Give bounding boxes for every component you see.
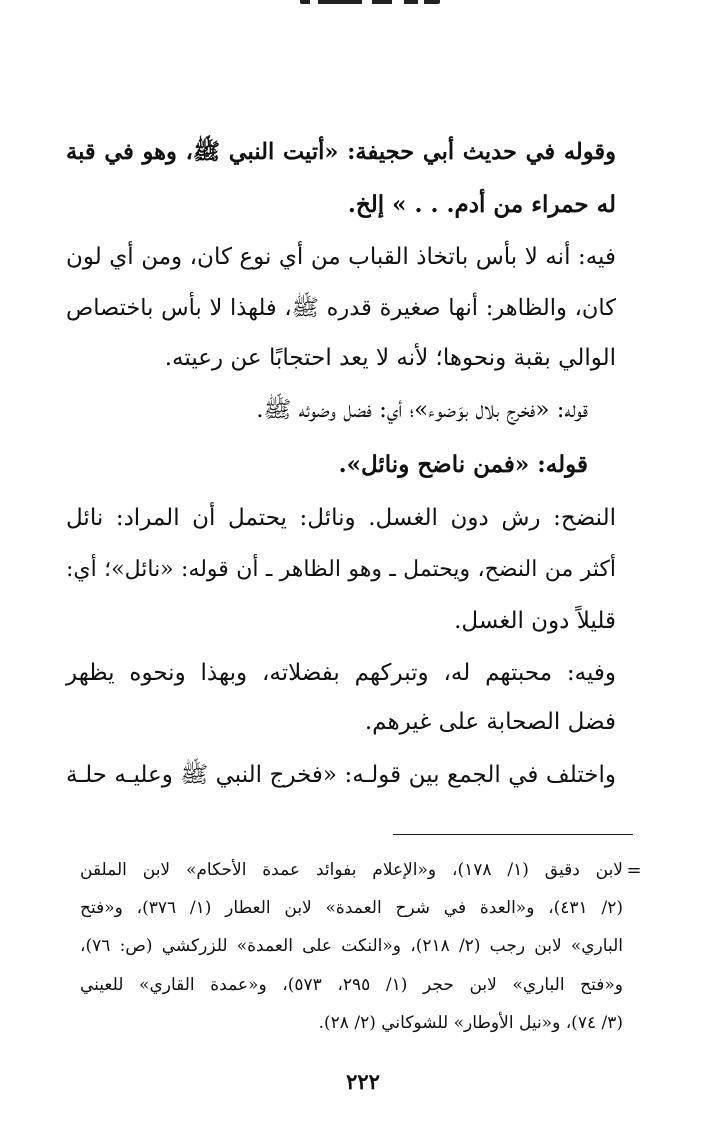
text-line-6: قوله: «فخرج بلال بوَضوء»؛ أي: فضل وضوئه ﷺ. xyxy=(256,397,588,423)
text-line-7: قوله: «فمن ناضح ونائل». xyxy=(338,451,588,478)
text-line-9: أكثر من النضح، ويحتمل ـ وهو الظاهر ـ أن قوله: «نائل»؛ أي: xyxy=(66,557,616,582)
text-line-2: له حمراء من أدم. . . » إلخ. xyxy=(347,191,616,218)
text-line-5: الوالي بقبة ونحوها؛ لأنه لا يعد احتجابًا عن رعيته. xyxy=(164,345,616,371)
footnote-line-2: (٢/ ٤٣١)، و«العدة في شرح العمدة» لابن العطار (١/ ٣٧٦)، و«فتح xyxy=(80,898,623,918)
footnote-line-4: و«فتح الباري» لابن حجر (١/ ٢٩٥، ٥٧٣)، و«عمدة القاري» للعيني xyxy=(80,975,624,995)
text-line-13: واختلف في الجمع بين قولـه: «فخرج النبي ﷺ وعليـه حلـة xyxy=(66,762,616,788)
text-line-12: فضل الصحابة على غيرهم. xyxy=(364,709,616,735)
footnote-continuation-marker: = xyxy=(626,860,642,881)
footnote-line-5: (٣/ ٧٤)، و«نيل الأوطار» للشوكاني (٢/ ٢٨). xyxy=(318,1013,623,1033)
text-line-3: فيه: أنه لا بأس باتخاذ القباب من أي نوع كان، ومن أي لون xyxy=(66,244,616,270)
footnote-line-1: لابن دقيق (١/ ١٧٨)، و«الإعلام بفوائد عمدة الأحكام» لابن الملقن xyxy=(80,860,623,880)
text-line-11: وفيه: محبتهم له، وتبركهم بفضلاته، وبهذا ونحوه يظهر xyxy=(66,660,616,686)
cropped-running-header xyxy=(300,0,440,6)
footnote-separator xyxy=(393,834,633,835)
text-line-1: وقوله في حديث أبي حجيفة: «أتيت النبي ﷺ، وهو في قبة xyxy=(66,139,616,165)
text-line-10: قليلاً دون الغسل. xyxy=(454,608,616,634)
footnote-line-3: الباري» لابن رجب (٢/ ٢١٨)، و«النكت على العمدة» للزركشي (ص: ٧٦)، xyxy=(80,936,623,956)
page-number: ٢٢٢ xyxy=(346,1069,380,1094)
text-line-4: كان، والظاهر: أنها صغيرة قدره ﷺ، فلهذا لا بأس باختصاص xyxy=(66,295,616,321)
text-line-8: النضح: رش دون الغسل. ونائل: يحتمل أن المراد: نائل xyxy=(66,505,616,531)
